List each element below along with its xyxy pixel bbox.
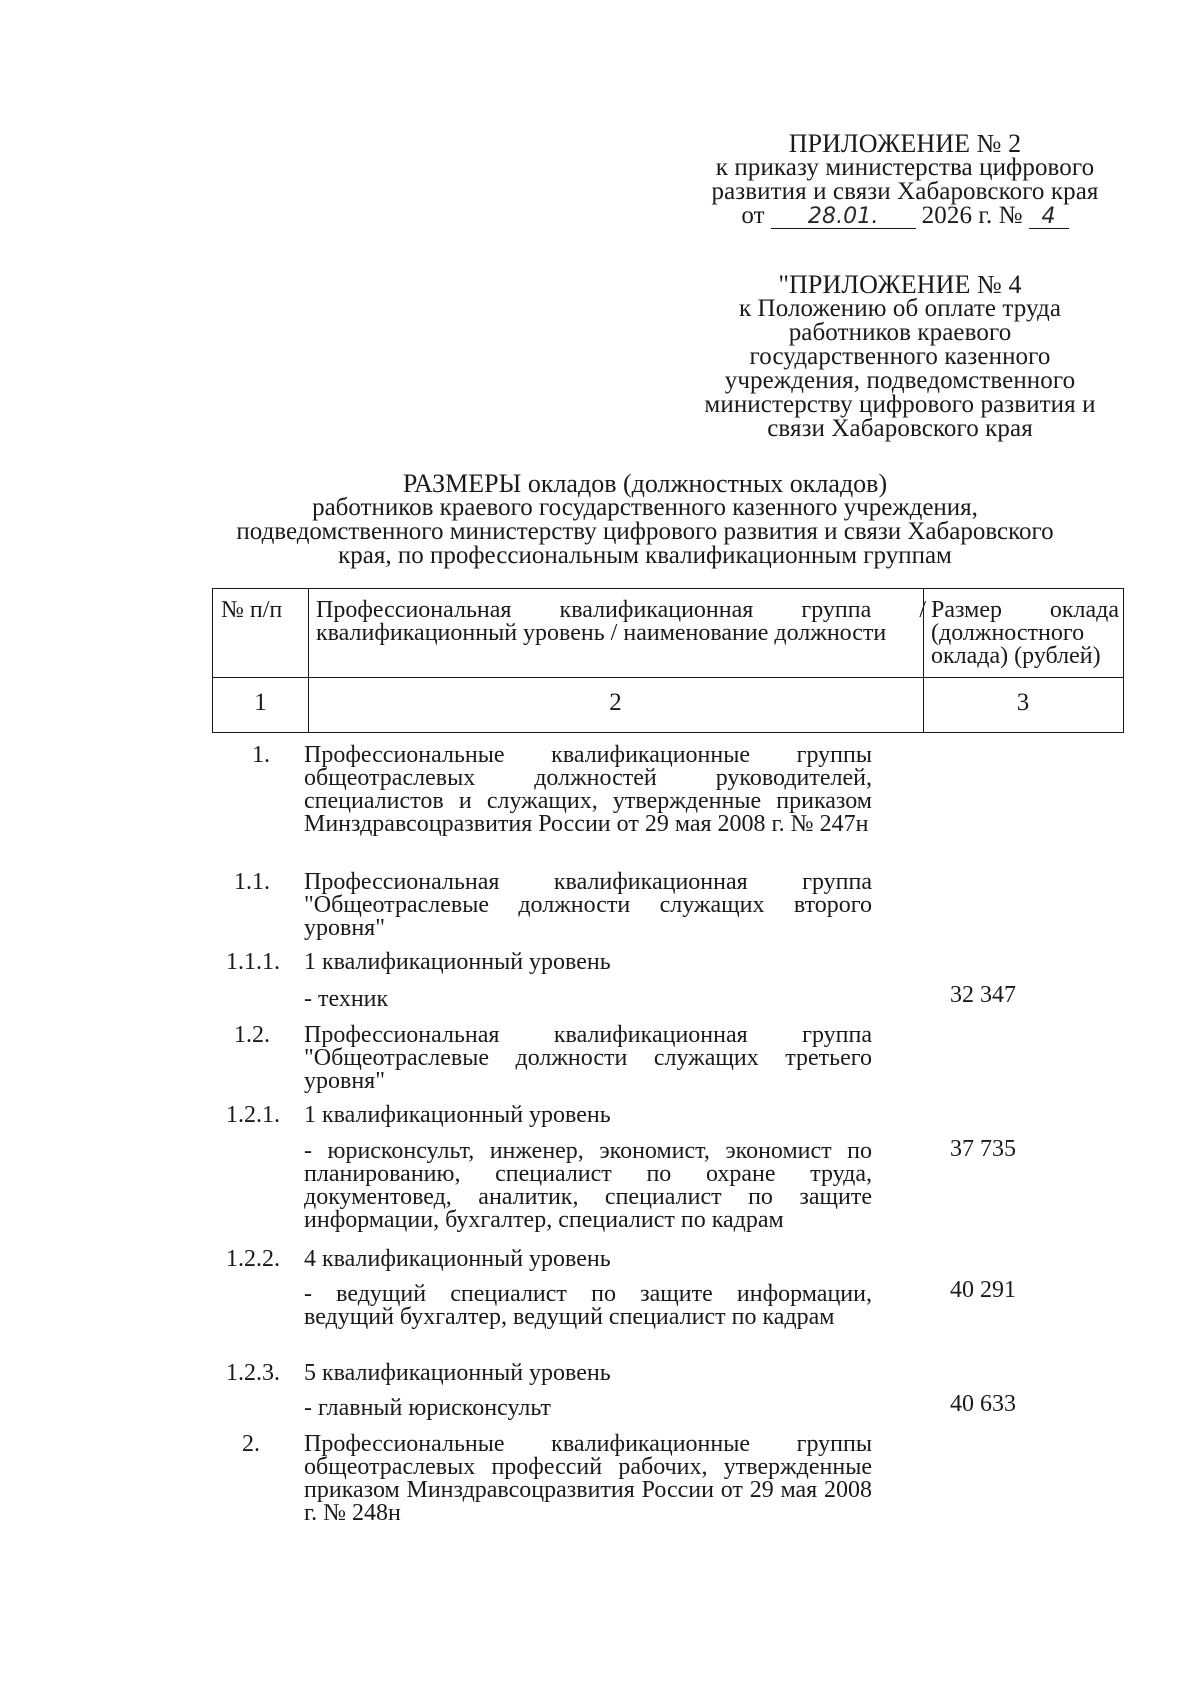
row-number: 1. <box>252 742 270 768</box>
column-index: 2 <box>609 689 622 716</box>
salary-table-header <box>212 588 1124 733</box>
year-text: 2026 г. № <box>921 202 1023 229</box>
row-text: Профессиональные квалификационные группы общеотраслевых должностей руководителей, специалистов и служащих, утвержденные приказом Минздравсоцразвития России от 29 мая 2008 г. № 247н <box>304 742 872 837</box>
handwritten-number: 4 <box>1029 206 1069 229</box>
regulation-appendix-line: работников краевого <box>788 319 1012 346</box>
regulation-appendix-line: учреждения, подведомственного <box>724 367 1076 394</box>
regulation-appendix-header <box>680 270 1120 442</box>
order-appendix-line: развития и связи Хабаровского края <box>711 178 1099 205</box>
regulation-appendix-line: министерству цифрового развития и <box>704 391 1096 418</box>
row-text: 1 квалификационный уровень <box>304 1102 611 1128</box>
row-salary: 32 347 <box>950 982 1016 1008</box>
date-prefix: от <box>741 202 765 229</box>
row-text: 5 квалификационный уровень <box>304 1360 611 1386</box>
document-title <box>200 469 1090 569</box>
row-text: - юрисконсульт, инженер, экономист, экономист по планированию, специалист по охране труда, документовед, аналитик, специалист по защите информации, бухгалтер, специалист по кадрам <box>304 1138 872 1233</box>
column-header-salary: Размер оклада (должностного оклада) (рублей) <box>931 597 1119 669</box>
column-index: 1 <box>254 689 267 716</box>
row-text: 1 квалификационный уровень <box>304 949 611 975</box>
row-salary: 40 633 <box>950 1391 1016 1417</box>
order-appendix-header <box>690 129 1120 229</box>
regulation-appendix-line: государственного казенного <box>749 343 1051 370</box>
row-number: 1.1.1. <box>226 949 280 975</box>
row-salary: 37 735 <box>950 1136 1016 1162</box>
row-number: 1.2.1. <box>226 1102 280 1128</box>
row-number: 1.2. <box>234 1022 270 1048</box>
title-line: работников краевого государственного казенного учреждения, <box>312 494 978 521</box>
order-appendix-line: к приказу министерства цифрового <box>715 154 1095 181</box>
regulation-appendix-title: "ПРИЛОЖЕНИЕ № 4 <box>778 270 1022 299</box>
row-text: Профессиональные квалификационные группы общеотраслевых профессий рабочих, утвержденные приказом Минздравсоцразвития России от 29 мая 2008 г. № 248н <box>304 1431 872 1526</box>
title-line: края, по профессиональным квалификационным группам <box>338 542 952 569</box>
row-number: 1.2.2. <box>226 1246 280 1272</box>
handwritten-date: 28.01. <box>771 206 916 229</box>
row-salary: 40 291 <box>950 1277 1016 1303</box>
row-text: 4 квалификационный уровень <box>304 1246 611 1272</box>
column-header-name: Профессиональная квалификационная группа / квалификационный уровень / наименование должности <box>316 597 926 646</box>
regulation-appendix-line: связи Хабаровского края <box>767 415 1033 442</box>
row-text: Профессиональная квалификационная группа "Общеотраслевые должности служащих третьего уровня" <box>304 1022 872 1094</box>
row-number: 1.2.3. <box>226 1360 280 1386</box>
order-date-line <box>690 204 1120 229</box>
regulation-appendix-line: к Положению об оплате труда <box>738 295 1062 322</box>
row-number: 1.1. <box>234 869 270 895</box>
column-header-number: № п/п <box>221 597 283 623</box>
title-line: подведомственного министерству цифрового развития и связи Хабаровского <box>236 518 1054 545</box>
column-index: 3 <box>1016 689 1030 716</box>
row-text: - главный юрисконсульт <box>304 1395 551 1421</box>
row-text: Профессиональная квалификационная группа "Общеотраслевые должности служащих второго уровня" <box>304 869 872 941</box>
row-text: - техник <box>304 986 389 1012</box>
row-text: - ведущий специалист по защите информации, ведущий бухгалтер, ведущий специалист по кадрам <box>304 1281 872 1330</box>
row-divider <box>213 677 1123 678</box>
title-heading: РАЗМЕРЫ окладов (должностных окладов) <box>402 469 888 498</box>
row-number: 2. <box>242 1431 260 1457</box>
order-appendix-title: ПРИЛОЖЕНИЕ № 2 <box>788 129 1022 158</box>
